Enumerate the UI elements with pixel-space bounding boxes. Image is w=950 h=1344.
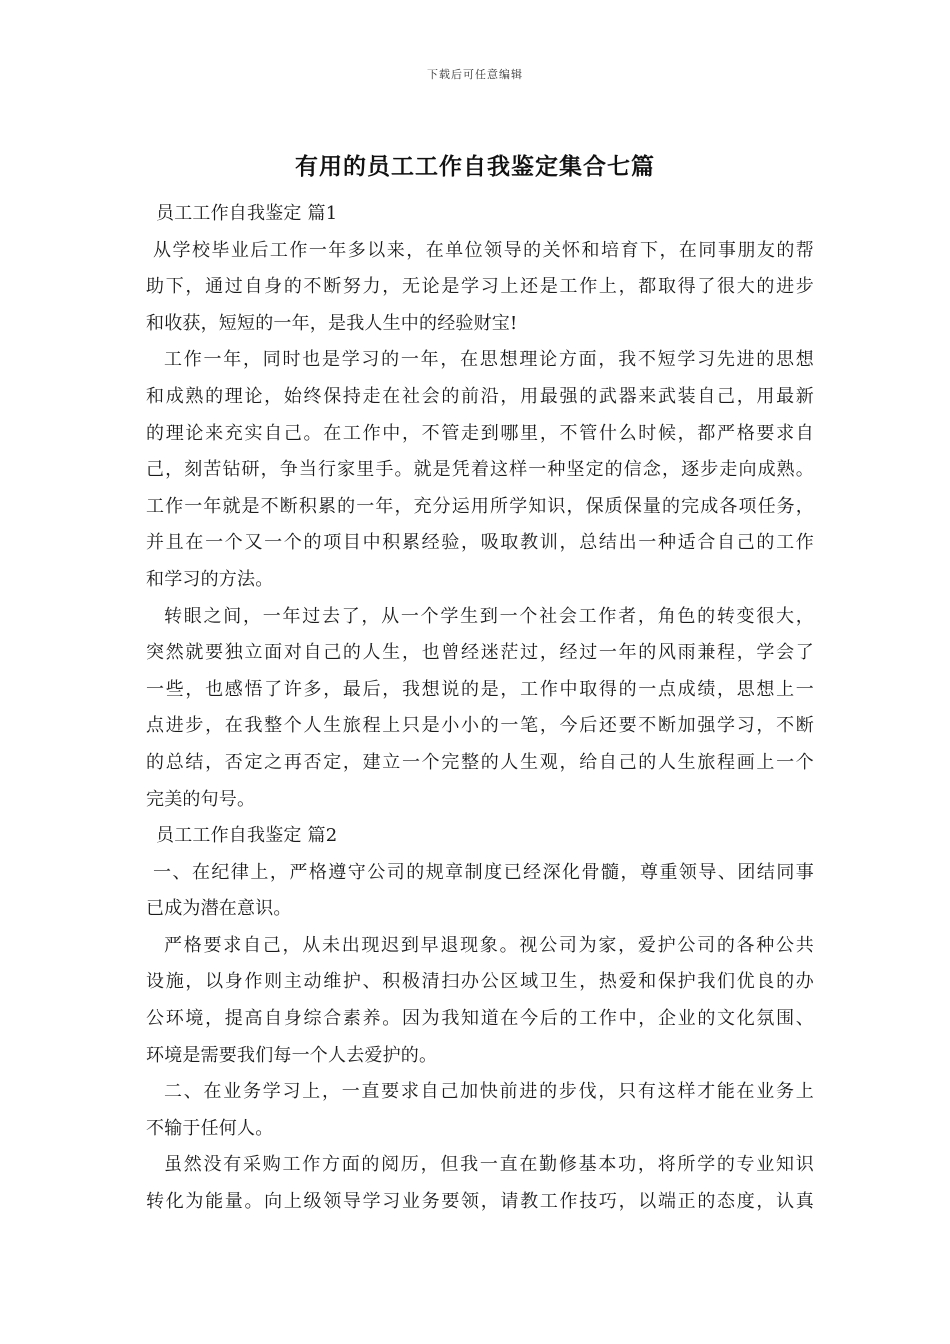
paragraph-first-line: 一、在纪律上，严格遵守公司的规章制度已经深化骨髓，尊重领导、团结同事 — [153, 861, 814, 883]
page-header-note: 下载后可任意编辑 — [427, 68, 523, 81]
paragraph-first-line: 严格要求自己，从未出现迟到早退现象。视公司为家，爱护公司的各种公共 — [164, 934, 814, 956]
paragraph-last-line: 环境是需要我们每一个人去爱护的。 — [146, 1044, 438, 1066]
text-line: 工作一年就是不断积累的一年，充分运用所学知识，保质保量的完成各项任务， — [146, 495, 814, 517]
text-line: 己，刻苦钻研，争当行家里手。就是凭着这样一种坚定的信念，逐步走向成熟。 — [146, 459, 814, 481]
section-heading: 员工工作自我鉴定 篇2 — [156, 825, 338, 847]
text-line: 设施，以身作则主动维护、积极清扫办公区域卫生，热爱和保护我们优良的办 — [146, 971, 814, 993]
paragraph-first-line: 工作一年，同时也是学习的一年，在思想理论方面，我不短学习先进的思想 — [164, 349, 814, 371]
text-line: 突然就要独立面对自己的人生，也曾经迷茫过，经过一年的风雨兼程，学会了 — [146, 642, 814, 664]
paragraph-last-line: 已成为潜在意识。 — [146, 898, 292, 920]
paragraph-first-line: 二、在业务学习上，一直要求自己加快前进的步伐，只有这样才能在业务上 — [164, 1081, 814, 1103]
paragraph-first-line: 虽然没有采购工作方面的阅历，但我一直在勤修基本功，将所学的专业知识 — [164, 1154, 814, 1176]
text-line: 的理论来充实自己。在工作中，不管走到哪里，不管什么时候，都严格要求自 — [146, 422, 814, 444]
document-body — [146, 196, 814, 1221]
text-line: 一些，也感悟了许多，最后，我想说的是，工作中取得的一点成绩，思想上一 — [146, 678, 814, 700]
paragraph-last-line: 完美的句号。 — [146, 788, 256, 810]
paragraph-last-line: 和收获，短短的一年，是我人生中的经验财宝! — [146, 312, 518, 334]
text-line: 公环境，提高自身综合素养。因为我知道在今后的工作中，企业的文化氛围、 — [146, 1008, 814, 1030]
text-line: 助下，通过自身的不断努力，无论是学习上还是工作上，都取得了很大的进步 — [146, 276, 814, 298]
text-line: 的总结，否定之再否定，建立一个完整的人生观，给自己的人生旅程画上一个 — [146, 751, 814, 773]
paragraph-last-line: 和学习的方法。 — [146, 568, 274, 590]
text-line: 转化为能量。向上级领导学习业务要领，请教工作技巧，以端正的态度，认真 — [146, 1191, 814, 1213]
section-heading: 员工工作自我鉴定 篇1 — [156, 203, 338, 224]
document-title: 有用的员工工作自我鉴定集合七篇 — [295, 153, 655, 180]
text-line: 和成熟的理论，始终保持走在社会的前沿，用最强的武器来武装自己，用最新 — [146, 385, 814, 407]
paragraph-last-line: 不输于任何人。 — [146, 1117, 274, 1139]
text-line: 并且在一个又一个的项目中积累经验，吸取教训，总结出一种适合自己的工作 — [146, 532, 814, 554]
paragraph-first-line: 从学校毕业后工作一年多以来，在单位领导的关怀和培育下，在同事朋友的帮 — [153, 239, 814, 261]
paragraph-first-line: 转眼之间，一年过去了，从一个学生到一个社会工作者，角色的转变很大， — [164, 605, 814, 627]
text-line: 点进步，在我整个人生旅程上只是小小的一笔，今后还要不断加强学习，不断 — [146, 715, 814, 737]
